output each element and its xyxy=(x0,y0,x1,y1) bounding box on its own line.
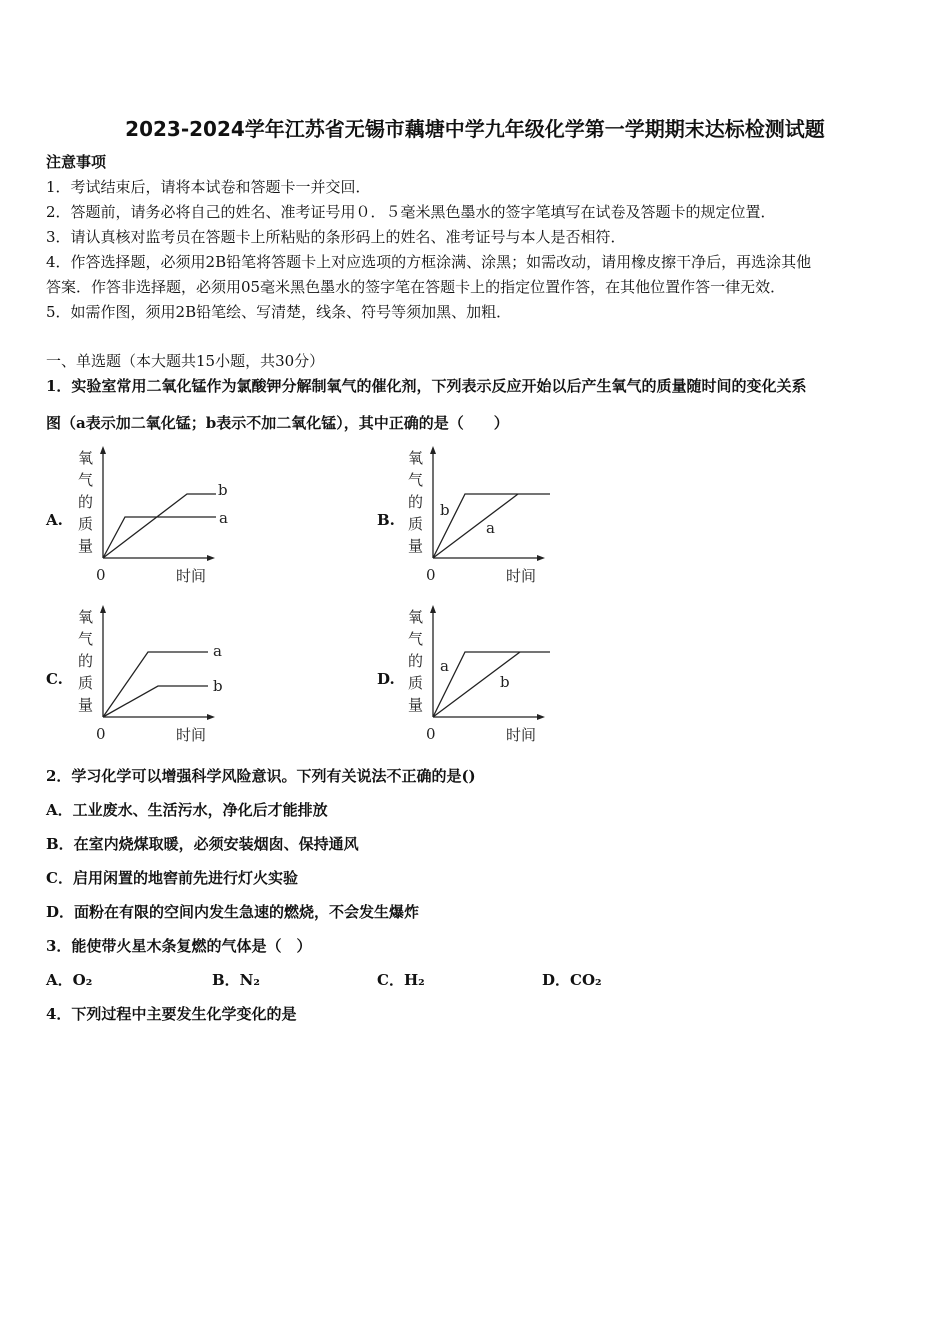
origin-label: 0 xyxy=(96,725,106,743)
q2-option-d[interactable]: D．面粉在有限的空间内发生急速的燃烧，不会发生爆炸 xyxy=(46,903,420,921)
section-heading: 一、单选题（本大题共15小题，共30分） xyxy=(46,352,325,370)
q3-option-c[interactable]: C．H₂ xyxy=(377,971,425,989)
q3-option-a[interactable]: A．O₂ xyxy=(46,971,93,989)
y-label-char: 质 xyxy=(78,674,94,692)
y-label-char: 质 xyxy=(408,515,424,533)
curve-b xyxy=(103,686,208,717)
origin-label: 0 xyxy=(96,566,106,584)
notice-item: 4．作答选择题，必须用2B铅笔将答题卡上对应选项的方框涂满、涂黑；如需改动，请用橡皮擦干净后，再选涂其他 xyxy=(46,253,812,271)
curve-a xyxy=(103,652,208,717)
y-label-char: 的 xyxy=(408,493,424,511)
origin-label: 0 xyxy=(426,566,436,584)
y-axis-arrow xyxy=(430,446,436,454)
y-label-char: 的 xyxy=(78,493,94,511)
q3-option-d[interactable]: D．CO₂ xyxy=(542,971,602,989)
y-label-char: 气 xyxy=(78,471,94,489)
question-2-stem: 2．学习化学可以增强科学风险意识。下列有关说法不正确的是() xyxy=(46,767,476,785)
y-label-char: 气 xyxy=(78,630,94,648)
y-axis-arrow xyxy=(100,605,106,613)
y-label-char: 气 xyxy=(408,630,424,648)
y-label-char: 量 xyxy=(78,696,94,714)
origin-label: 0 xyxy=(426,725,436,743)
y-label-char: 氧 xyxy=(78,449,94,467)
notice-item: 3．请认真核对监考员在答题卡上所粘贴的条形码上的姓名、准考证号与本人是否相符． xyxy=(46,228,626,246)
notice-item: 2．答题前，请务必将自己的姓名、准考证号用０．５毫米黑色墨水的签字笔填写在试卷及答题卡的规定位置． xyxy=(46,203,776,221)
q3-option-b[interactable]: B．N₂ xyxy=(212,971,260,989)
q1-option-b-label[interactable]: B. xyxy=(377,511,395,529)
curve-a xyxy=(433,652,550,717)
question-1-stem-cont: 图（a表示加二氧化锰；b表示不加二氧化锰），其中正确的是（ ） xyxy=(46,414,509,432)
y-label-char: 氧 xyxy=(78,608,94,626)
x-axis-arrow xyxy=(537,714,545,720)
y-label-char: 量 xyxy=(408,696,424,714)
notice-item: 答案．作答非选择题，必须用05毫米黑色墨水的签字笔在答题卡上的指定位置作答，在其他位置作答一律无效． xyxy=(46,278,786,296)
q1-option-d-graph xyxy=(400,604,570,749)
curve-label-b: b xyxy=(213,677,223,695)
curve-label-a: a xyxy=(213,642,222,660)
y-axis-arrow xyxy=(430,605,436,613)
q1-option-c-label[interactable]: C. xyxy=(46,670,63,688)
y-label-char: 氧 xyxy=(408,449,424,467)
page-title: 2023-2024学年江苏省无锡市藕塘中学九年级化学第一学期期末达标检测试题 xyxy=(125,117,825,141)
q2-option-a[interactable]: A．工业废水、生活污水，净化后才能排放 xyxy=(46,801,328,819)
y-label-char: 质 xyxy=(78,515,94,533)
q1-option-a-label[interactable]: A. xyxy=(46,511,63,529)
y-label-char: 量 xyxy=(408,537,424,555)
question-3-stem: 3．能使带火星木条复燃的气体是（ ） xyxy=(46,937,312,955)
notice-heading: 注意事项 xyxy=(46,153,107,171)
x-axis-label: 时间 xyxy=(176,567,207,585)
curve-label-a: a xyxy=(440,657,449,675)
q1-option-c-graph xyxy=(70,604,240,749)
question-4-stem: 4．下列过程中主要发生化学变化的是 xyxy=(46,1005,297,1023)
q1-option-d-label[interactable]: D. xyxy=(377,670,395,688)
y-label-char: 的 xyxy=(408,652,424,670)
curve-label-a: a xyxy=(219,509,228,527)
q2-option-b[interactable]: B．在室内烧煤取暖，必须安装烟囱、保持通风 xyxy=(46,835,359,853)
y-label-char: 量 xyxy=(78,537,94,555)
y-label-char: 气 xyxy=(408,471,424,489)
x-axis-arrow xyxy=(207,555,215,561)
y-label-char: 的 xyxy=(78,652,94,670)
notice-item: 1．考试结束后，请将本试卷和答题卡一并交回． xyxy=(46,178,371,196)
question-1-stem: 1．实验室常用二氧化锰作为氯酸钾分解制氧气的催化剂，下列表示反应开始以后产生氧气的质量随时间的变化关系 xyxy=(46,377,807,395)
y-axis-arrow xyxy=(100,446,106,454)
notice-item: 5．如需作图，须用2B铅笔绘、写清楚，线条、符号等须加黑、加粗． xyxy=(46,303,512,321)
curve-a xyxy=(103,517,216,558)
y-label-char: 氧 xyxy=(408,608,424,626)
q1-option-b-graph xyxy=(400,445,570,590)
x-axis-label: 时间 xyxy=(506,567,537,585)
curve-label-b: b xyxy=(218,481,228,499)
x-axis-label: 时间 xyxy=(506,726,537,744)
curve-label-b: b xyxy=(440,501,450,519)
x-axis-arrow xyxy=(207,714,215,720)
curve-label-b: b xyxy=(500,673,510,691)
q2-option-c[interactable]: C．启用闲置的地窖前先进行灯火实验 xyxy=(46,869,298,887)
q1-option-a-graph xyxy=(70,445,240,590)
y-label-char: 质 xyxy=(408,674,424,692)
x-axis-arrow xyxy=(537,555,545,561)
curve-label-a: a xyxy=(486,519,495,537)
x-axis-label: 时间 xyxy=(176,726,207,744)
